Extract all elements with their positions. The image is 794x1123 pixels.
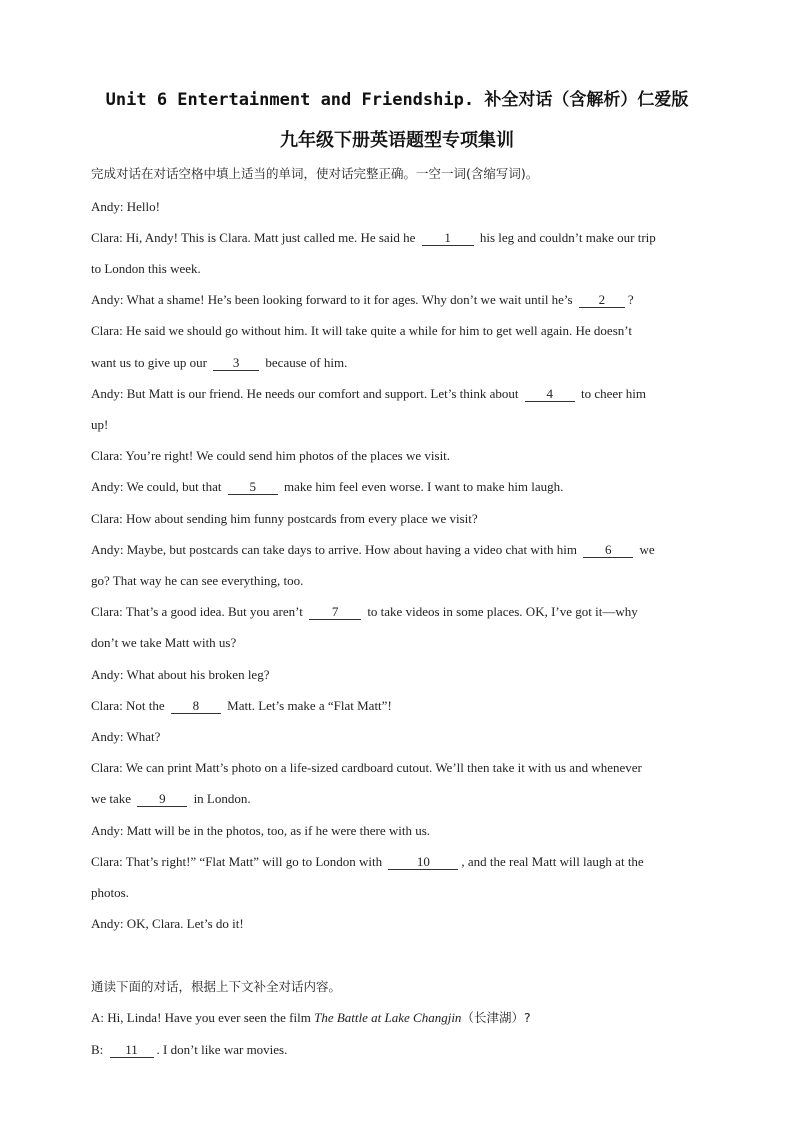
line-text: to take videos in some places. OK, I’ve got it—why: [367, 604, 638, 619]
dialogue-line: to London this week.: [91, 261, 201, 276]
line-text: Andy: Maybe, but postcards can take days to arrive. How about having a video chat with him: [91, 542, 577, 557]
blank-8[interactable]: 8: [171, 699, 221, 714]
line-text: we: [639, 542, 655, 557]
dialogue-line: [91, 542, 655, 558]
line-text: Clara: Hi, Andy! This is Clara. Matt just called me. He said he: [91, 230, 416, 245]
blank-9[interactable]: 9: [137, 792, 187, 807]
dialogue-line: [91, 1042, 287, 1058]
section1-instruction: 完成对话在对话空格中填上适当的单词，使对话完整正确。一空一词(含缩写词)。: [91, 166, 539, 181]
film-title: The Battle at Lake Changjin: [314, 1010, 462, 1025]
line-text: Matt. Let’s make a “Flat Matt”!: [227, 698, 392, 713]
dialogue-line: [91, 604, 638, 620]
dialogue-line: photos.: [91, 885, 129, 900]
dialogue-line: Andy: Matt will be in the photos, too, as if he were there with us.: [91, 823, 431, 838]
dialogue-line: [91, 355, 347, 371]
blank-11[interactable]: 11: [110, 1043, 154, 1058]
dialogue-line: [91, 698, 392, 714]
line-text: because of him.: [265, 355, 348, 370]
line-text: （长津湖）?: [461, 1010, 531, 1025]
blank-10[interactable]: 10: [388, 855, 458, 870]
blank-3[interactable]: 3: [213, 356, 259, 371]
dialogue-line: [91, 386, 646, 402]
line-text: . I don’t like war movies.: [156, 1042, 288, 1057]
line-text: Clara: That’s right!” “Flat Matt” will go to London with: [91, 854, 383, 869]
line-text: make him feel even worse. I want to make him laugh.: [284, 479, 564, 494]
dialogue-line: Clara: He said we should go without him. It will take quite a while for him to get well again. He doesn’t: [91, 323, 632, 338]
dialogue-line: [91, 230, 656, 246]
dialogue-line: [91, 292, 634, 308]
dialogue-line: Andy: OK, Clara. Let’s do it!: [91, 916, 244, 931]
blank-5[interactable]: 5: [228, 480, 278, 495]
blank-1[interactable]: 1: [422, 231, 474, 246]
line-text: B:: [91, 1042, 104, 1057]
line-text: Clara: Not the: [91, 698, 165, 713]
dialogue-line: [91, 479, 563, 495]
line-text: Andy: We could, but that: [91, 479, 222, 494]
dialogue-line: [91, 1010, 531, 1026]
line-text: in London.: [193, 791, 251, 806]
blank-7[interactable]: 7: [309, 605, 361, 620]
dialogue-line: Andy: Hello!: [91, 199, 160, 214]
blank-4[interactable]: 4: [525, 387, 575, 402]
dialogue-line: Clara: We can print Matt’s photo on a life-sized cardboard cutout. We’ll then take it with us and whenever: [91, 760, 642, 775]
dialogue-line: Andy: What?: [91, 729, 161, 744]
line-text: A: Hi, Linda! Have you ever seen the film: [91, 1010, 311, 1025]
dialogue-line: [91, 854, 644, 870]
line-text: want us to give up our: [91, 355, 207, 370]
dialogue-line: up!: [91, 417, 109, 432]
line-text: we take: [91, 791, 132, 806]
blank-2[interactable]: 2: [579, 293, 625, 308]
dialogue-line: Clara: You’re right! We could send him photos of the places we visit.: [91, 448, 451, 463]
document-title-line2: 九年级下册英语题型专项集训: [280, 130, 514, 151]
blank-6[interactable]: 6: [583, 543, 633, 558]
line-text: ?: [627, 292, 634, 307]
line-text: his leg and couldn’t make our trip: [479, 230, 656, 245]
line-text: to cheer him: [580, 386, 646, 401]
line-text: , and the real Matt will laugh at the: [461, 854, 644, 869]
line-text: Clara: That’s a good idea. But you aren’t: [91, 604, 303, 619]
line-text: Andy: What a shame! He’s been looking forward to it for ages. Why don’t we wait until he’s: [91, 292, 573, 307]
section2-instruction: 通读下面的对话，根据上下文补全对话内容。: [91, 979, 342, 994]
dialogue-line: Andy: What about his broken leg?: [91, 667, 270, 682]
dialogue-line: [91, 791, 251, 807]
dialogue-line: go? That way he can see everything, too.: [91, 573, 304, 588]
dialogue-line: Clara: How about sending him funny postcards from every place we visit?: [91, 511, 478, 526]
document-title-line1: Unit 6 Entertainment and Friendship. 补全对话（含解析）仁爱版: [105, 90, 689, 110]
dialogue-line: don’t we take Matt with us?: [91, 635, 237, 650]
line-text: Andy: But Matt is our friend. He needs our comfort and support. Let’s think about: [91, 386, 519, 401]
